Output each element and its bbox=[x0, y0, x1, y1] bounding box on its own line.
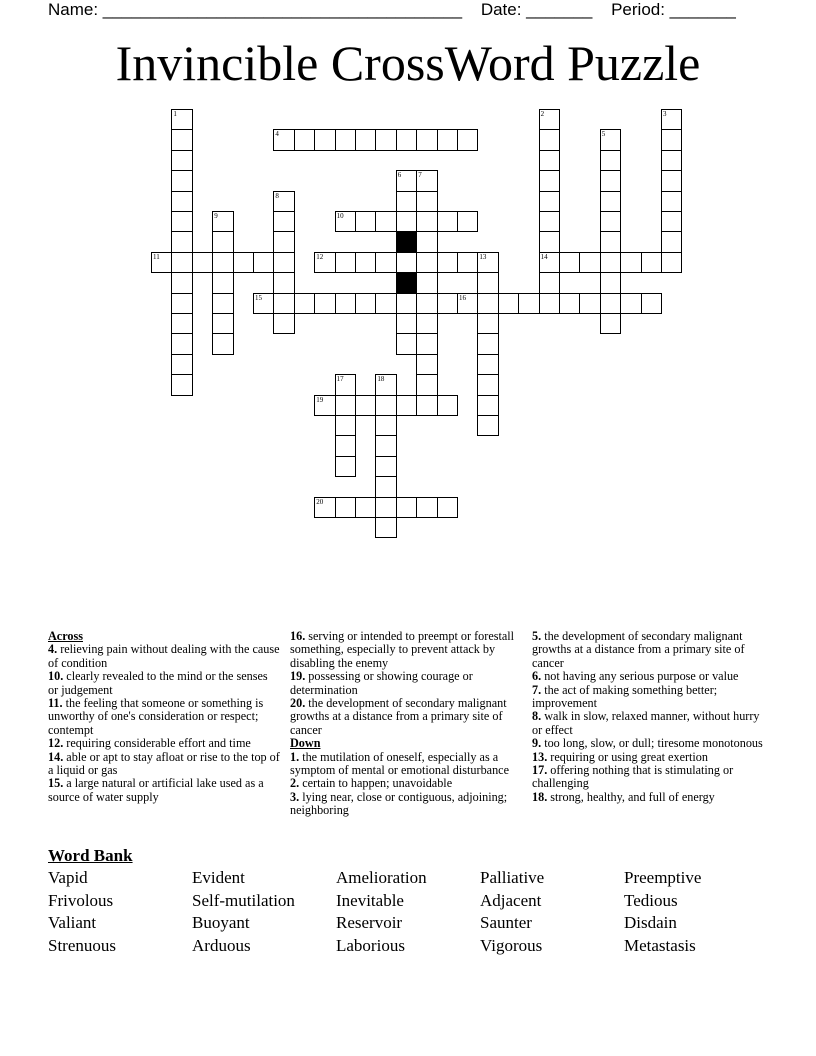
grid-cell[interactable] bbox=[171, 109, 192, 130]
grid-cell[interactable] bbox=[355, 497, 376, 518]
clue-across-14: 14. able or apt to stay afloat or rise to the top of a liquid or gas bbox=[48, 749, 280, 778]
clue-number: 10 bbox=[336, 212, 344, 220]
grid-cell[interactable] bbox=[212, 293, 233, 314]
word-bank-item: Metastasis bbox=[624, 936, 696, 956]
date-field[interactable]: Date: _______ bbox=[480, 0, 593, 19]
clue-down-3: 3. lying near, close or contiguous, adjoining; neighboring bbox=[290, 789, 508, 818]
grid-cell[interactable] bbox=[212, 272, 233, 293]
clue-across-4: 4. relieving pain without dealing with the cause of condition bbox=[48, 642, 280, 670]
grid-cell[interactable] bbox=[314, 293, 335, 314]
grid-cell[interactable] bbox=[661, 191, 682, 212]
across-heading: Across bbox=[48, 629, 83, 643]
grid-cell[interactable] bbox=[355, 395, 376, 416]
clue-down-7: 7. the act of making something better; improvement bbox=[532, 682, 718, 711]
grid-cell[interactable] bbox=[273, 293, 294, 314]
clue-across-15: 15. a large natural or artificial lake used as a source of water supply bbox=[48, 776, 264, 804]
grid-cell[interactable] bbox=[171, 191, 192, 212]
grid-cell[interactable] bbox=[396, 313, 417, 334]
grid-cell[interactable] bbox=[171, 354, 192, 375]
word-bank-item: Arduous bbox=[192, 936, 251, 956]
clue-number: 5 bbox=[601, 130, 606, 139]
grid-cell[interactable] bbox=[212, 211, 233, 232]
grid-cell[interactable] bbox=[375, 415, 396, 436]
clue-across-16: 16. serving or intended to preempt or forestall something, especially to prevent attack by disabling the enemy bbox=[290, 629, 515, 670]
grid-cell[interactable] bbox=[579, 252, 600, 273]
grid-cell[interactable] bbox=[375, 211, 396, 232]
grid-cell[interactable] bbox=[661, 252, 682, 273]
grid-cell[interactable] bbox=[620, 293, 641, 314]
grid-cell[interactable] bbox=[212, 252, 233, 273]
grid-cell[interactable] bbox=[212, 333, 233, 354]
grid-cell[interactable] bbox=[314, 252, 335, 273]
clue-number: 12 bbox=[316, 252, 324, 261]
grid-cell[interactable] bbox=[416, 293, 437, 314]
grid-cell[interactable] bbox=[600, 272, 621, 293]
grid-cell[interactable] bbox=[375, 497, 396, 518]
grid-cell[interactable] bbox=[396, 191, 417, 212]
word-bank-item: Saunter bbox=[480, 913, 532, 933]
clue-number: 7 bbox=[418, 171, 422, 180]
word-bank-item: Frivolous bbox=[48, 890, 114, 910]
grid-cell[interactable] bbox=[539, 109, 560, 130]
grid-cell[interactable] bbox=[375, 456, 396, 477]
grid-cell[interactable] bbox=[314, 497, 335, 518]
grid-cell[interactable] bbox=[457, 211, 478, 232]
word-bank-item: Preemptive bbox=[624, 868, 702, 887]
grid-cell[interactable] bbox=[273, 313, 294, 334]
clue-number: 13 bbox=[479, 252, 487, 261]
grid-cell[interactable] bbox=[600, 313, 621, 334]
black-cell bbox=[396, 272, 417, 293]
word-bank-item: Self-mutilation bbox=[192, 890, 295, 910]
down-heading: Down bbox=[290, 736, 321, 751]
grid-cell[interactable] bbox=[233, 252, 254, 273]
clue-down-18: 18. strong, healthy, and full of energy bbox=[532, 789, 715, 804]
clue-down-2: 2. certain to happen; unavoidable bbox=[290, 776, 453, 791]
grid-cell[interactable] bbox=[518, 293, 539, 314]
grid-cell[interactable] bbox=[661, 109, 682, 130]
student-info-header bbox=[48, 0, 750, 20]
grid-cell[interactable] bbox=[477, 374, 498, 395]
grid-cell[interactable] bbox=[437, 497, 458, 518]
grid-cell[interactable] bbox=[457, 293, 478, 314]
grid-cell[interactable] bbox=[416, 129, 437, 150]
grid-cell[interactable] bbox=[661, 129, 682, 150]
grid-cell[interactable] bbox=[477, 313, 498, 334]
grid-cell[interactable] bbox=[396, 211, 417, 232]
grid-cell[interactable] bbox=[273, 191, 294, 212]
grid-cell[interactable] bbox=[355, 129, 376, 150]
clue-number: 8 bbox=[275, 191, 279, 200]
grid-cell[interactable] bbox=[477, 252, 498, 273]
grid-cell[interactable] bbox=[559, 252, 580, 273]
clue-down-8: 8. walk in slow, relaxed manner, without hurry or effect bbox=[532, 709, 760, 737]
grid-cell[interactable] bbox=[314, 395, 335, 416]
clue-number: 2 bbox=[540, 110, 545, 118]
grid-cell[interactable] bbox=[335, 497, 356, 518]
clue-number: 11 bbox=[153, 252, 160, 261]
clue-number: 3 bbox=[663, 110, 667, 118]
grid-cell[interactable] bbox=[212, 231, 233, 252]
grid-cell[interactable] bbox=[375, 129, 396, 150]
grid-cell[interactable] bbox=[600, 211, 621, 232]
clue-down-9: 9. too long, slow, or dull; tiresome monotonous bbox=[532, 736, 763, 751]
grid-cell[interactable] bbox=[437, 252, 458, 273]
grid-cell[interactable] bbox=[539, 293, 560, 314]
grid-cell[interactable] bbox=[498, 293, 519, 314]
grid-cell[interactable] bbox=[416, 497, 437, 518]
grid-cell[interactable] bbox=[437, 293, 458, 314]
word-bank-item: Reservoir bbox=[336, 913, 403, 933]
clue-across-20: 20. the development of secondary malignant growths at a distance from a primary site of cancer bbox=[290, 696, 507, 737]
grid-cell[interactable] bbox=[539, 170, 560, 191]
grid-cell[interactable] bbox=[396, 170, 417, 191]
grid-cell[interactable] bbox=[416, 252, 437, 273]
grid-cell[interactable] bbox=[600, 191, 621, 212]
grid-cell[interactable] bbox=[171, 272, 192, 293]
grid-cell[interactable] bbox=[477, 293, 498, 314]
grid-cell[interactable] bbox=[171, 313, 192, 334]
clue-number: 6 bbox=[397, 171, 402, 180]
grid-cell[interactable] bbox=[171, 211, 192, 232]
grid-cell[interactable] bbox=[600, 293, 621, 314]
grid-cell[interactable] bbox=[171, 150, 192, 171]
grid-cell[interactable] bbox=[600, 252, 621, 273]
grid-cell[interactable] bbox=[396, 395, 417, 416]
grid-cell[interactable] bbox=[273, 252, 294, 273]
grid-cell[interactable] bbox=[335, 456, 356, 477]
grid-cell[interactable] bbox=[396, 129, 417, 150]
period-field[interactable]: Period: _______ bbox=[611, 0, 736, 19]
word-bank-item: Evident bbox=[192, 868, 245, 887]
grid-cell[interactable] bbox=[539, 150, 560, 171]
word-bank-item: Strenuous bbox=[48, 936, 116, 956]
grid-cell[interactable] bbox=[273, 231, 294, 252]
grid-cell[interactable] bbox=[539, 252, 560, 273]
grid-cell[interactable] bbox=[335, 293, 356, 314]
clue-number: 17 bbox=[336, 375, 344, 384]
grid-cell[interactable] bbox=[579, 293, 600, 314]
grid-cell[interactable] bbox=[539, 129, 560, 150]
grid-cell[interactable] bbox=[375, 374, 396, 395]
grid-cell[interactable] bbox=[375, 435, 396, 456]
grid-cell[interactable] bbox=[375, 395, 396, 416]
word-bank-item: Disdain bbox=[624, 913, 677, 933]
word-bank-item: Tedious bbox=[624, 890, 678, 910]
word-bank-item: Buoyant bbox=[192, 913, 250, 933]
grid-cell[interactable] bbox=[396, 333, 417, 354]
clue-across-10: 10. clearly revealed to the mind or the senses or judgement bbox=[48, 669, 268, 697]
grid-cell[interactable] bbox=[661, 150, 682, 171]
clue-down-17: 17. offering nothing that is stimulating or challenging bbox=[532, 763, 734, 791]
grid-cell[interactable] bbox=[416, 211, 437, 232]
grid-cell[interactable] bbox=[437, 211, 458, 232]
word-bank-item: Vigorous bbox=[480, 936, 543, 956]
grid-cell[interactable] bbox=[355, 211, 376, 232]
grid-cell[interactable] bbox=[477, 333, 498, 354]
grid-cell[interactable] bbox=[661, 170, 682, 191]
clue-down-6: 6. not having any serious purpose or value bbox=[532, 669, 739, 684]
grid-cell[interactable] bbox=[416, 395, 437, 416]
black-cell bbox=[396, 231, 417, 252]
grid-cell[interactable] bbox=[151, 252, 172, 273]
word-bank-item: Laborious bbox=[336, 936, 405, 956]
grid-cell[interactable] bbox=[539, 272, 560, 293]
grid-cell[interactable] bbox=[416, 272, 437, 293]
grid-cell[interactable] bbox=[396, 497, 417, 518]
grid-cell[interactable] bbox=[477, 272, 498, 293]
grid-cell[interactable] bbox=[171, 231, 192, 252]
grid-cell[interactable] bbox=[600, 129, 621, 150]
clue-number: 19 bbox=[316, 395, 324, 404]
grid-cell[interactable] bbox=[539, 191, 560, 212]
grid-cell[interactable] bbox=[416, 191, 437, 212]
clue-down-1: 1. the mutilation of oneself, especially as a symptom of mental or emotional disturbance bbox=[290, 749, 509, 778]
grid-cell[interactable] bbox=[273, 211, 294, 232]
clue-number: 16 bbox=[459, 293, 466, 302]
grid-cell[interactable] bbox=[375, 252, 396, 273]
clue-down-13: 13. requiring or using great exertion bbox=[532, 749, 708, 764]
grid-cell[interactable] bbox=[600, 170, 621, 191]
clue-column-3 bbox=[532, 630, 768, 804]
grid-cell[interactable] bbox=[335, 415, 356, 436]
grid-cell[interactable] bbox=[171, 129, 192, 150]
grid-cell[interactable] bbox=[273, 129, 294, 150]
word-bank-item: Adjacent bbox=[480, 890, 542, 910]
grid-cell[interactable] bbox=[477, 415, 498, 436]
word-bank-title: Word Bank bbox=[48, 846, 133, 865]
grid-cell[interactable] bbox=[416, 374, 437, 395]
grid-cell[interactable] bbox=[294, 129, 315, 150]
grid-cell[interactable] bbox=[396, 252, 417, 273]
grid-cell[interactable] bbox=[355, 252, 376, 273]
grid-cell[interactable] bbox=[273, 272, 294, 293]
grid-cell[interactable] bbox=[477, 354, 498, 375]
grid-cell[interactable] bbox=[416, 354, 437, 375]
clue-number: 18 bbox=[377, 375, 385, 384]
grid-cell[interactable] bbox=[314, 129, 335, 150]
grid-cell[interactable] bbox=[600, 150, 621, 171]
clue-across-11: 11. the feeling that someone or something is unworthy of one's consideration or respect; contempt bbox=[48, 696, 264, 737]
grid-cell[interactable] bbox=[396, 293, 417, 314]
grid-cell[interactable] bbox=[294, 293, 315, 314]
grid-cell[interactable] bbox=[600, 231, 621, 252]
puzzle-title: Invincible CrossWord Puzzle bbox=[115, 35, 701, 91]
clue-number: 20 bbox=[316, 497, 324, 506]
clue-across-12: 12. requiring considerable effort and time bbox=[48, 736, 251, 751]
grid-cell[interactable] bbox=[661, 211, 682, 232]
word-bank-item: Valiant bbox=[48, 913, 97, 933]
grid-cell[interactable] bbox=[335, 129, 356, 150]
grid-cell[interactable] bbox=[375, 517, 396, 538]
grid-cell[interactable] bbox=[253, 293, 274, 314]
grid-cell[interactable] bbox=[375, 293, 396, 314]
clue-across-19: 19. possessing or showing courage or determination bbox=[290, 669, 473, 697]
grid-cell[interactable] bbox=[253, 252, 274, 273]
grid-cell[interactable] bbox=[437, 395, 458, 416]
grid-cell[interactable] bbox=[171, 293, 192, 314]
word-bank-item: Inevitable bbox=[336, 890, 404, 910]
grid-cell[interactable] bbox=[171, 333, 192, 354]
clue-number: 4 bbox=[275, 130, 279, 139]
grid-cell[interactable] bbox=[171, 170, 192, 191]
word-bank-item: Palliative bbox=[480, 868, 545, 887]
grid-cell[interactable] bbox=[335, 435, 356, 456]
grid-cell[interactable] bbox=[335, 374, 356, 395]
grid-cell[interactable] bbox=[641, 293, 662, 314]
grid-cell[interactable] bbox=[661, 231, 682, 252]
grid-cell[interactable] bbox=[457, 129, 478, 150]
clue-number: 1 bbox=[173, 110, 177, 118]
grid-cell[interactable] bbox=[171, 374, 192, 395]
name-field[interactable]: Name: ______________________________________ bbox=[48, 0, 463, 19]
grid-cell[interactable] bbox=[192, 252, 213, 273]
grid-cell[interactable] bbox=[355, 293, 376, 314]
grid-cell[interactable] bbox=[335, 211, 356, 232]
grid-cell[interactable] bbox=[335, 395, 356, 416]
word-bank-item: Amelioration bbox=[336, 868, 427, 887]
clue-down-5: 5. the development of secondary malignant growths at a distance from a primary site of cancer bbox=[532, 629, 745, 670]
grid-cell[interactable] bbox=[171, 252, 192, 273]
clue-number: 15 bbox=[255, 293, 262, 302]
grid-cell[interactable] bbox=[437, 129, 458, 150]
grid-cell[interactable] bbox=[641, 252, 662, 273]
grid-cell[interactable] bbox=[457, 252, 478, 273]
grid-cell[interactable] bbox=[416, 313, 437, 334]
grid-cell[interactable] bbox=[375, 476, 396, 497]
grid-cell[interactable] bbox=[620, 252, 641, 273]
grid-cell[interactable] bbox=[416, 170, 437, 191]
clue-column-2 bbox=[290, 630, 522, 818]
grid-cell[interactable] bbox=[559, 293, 580, 314]
grid-cell[interactable] bbox=[539, 231, 560, 252]
clue-number: 14 bbox=[540, 252, 548, 261]
grid-cell[interactable] bbox=[335, 252, 356, 273]
word-bank-item: Vapid bbox=[48, 868, 88, 887]
grid-cell[interactable] bbox=[539, 211, 560, 232]
clue-column-1 bbox=[48, 630, 280, 804]
grid-cell[interactable] bbox=[416, 231, 437, 252]
grid-cell[interactable] bbox=[212, 313, 233, 334]
clue-number: 9 bbox=[214, 212, 218, 220]
grid-cell[interactable] bbox=[416, 333, 437, 354]
grid-cell[interactable] bbox=[477, 395, 498, 416]
